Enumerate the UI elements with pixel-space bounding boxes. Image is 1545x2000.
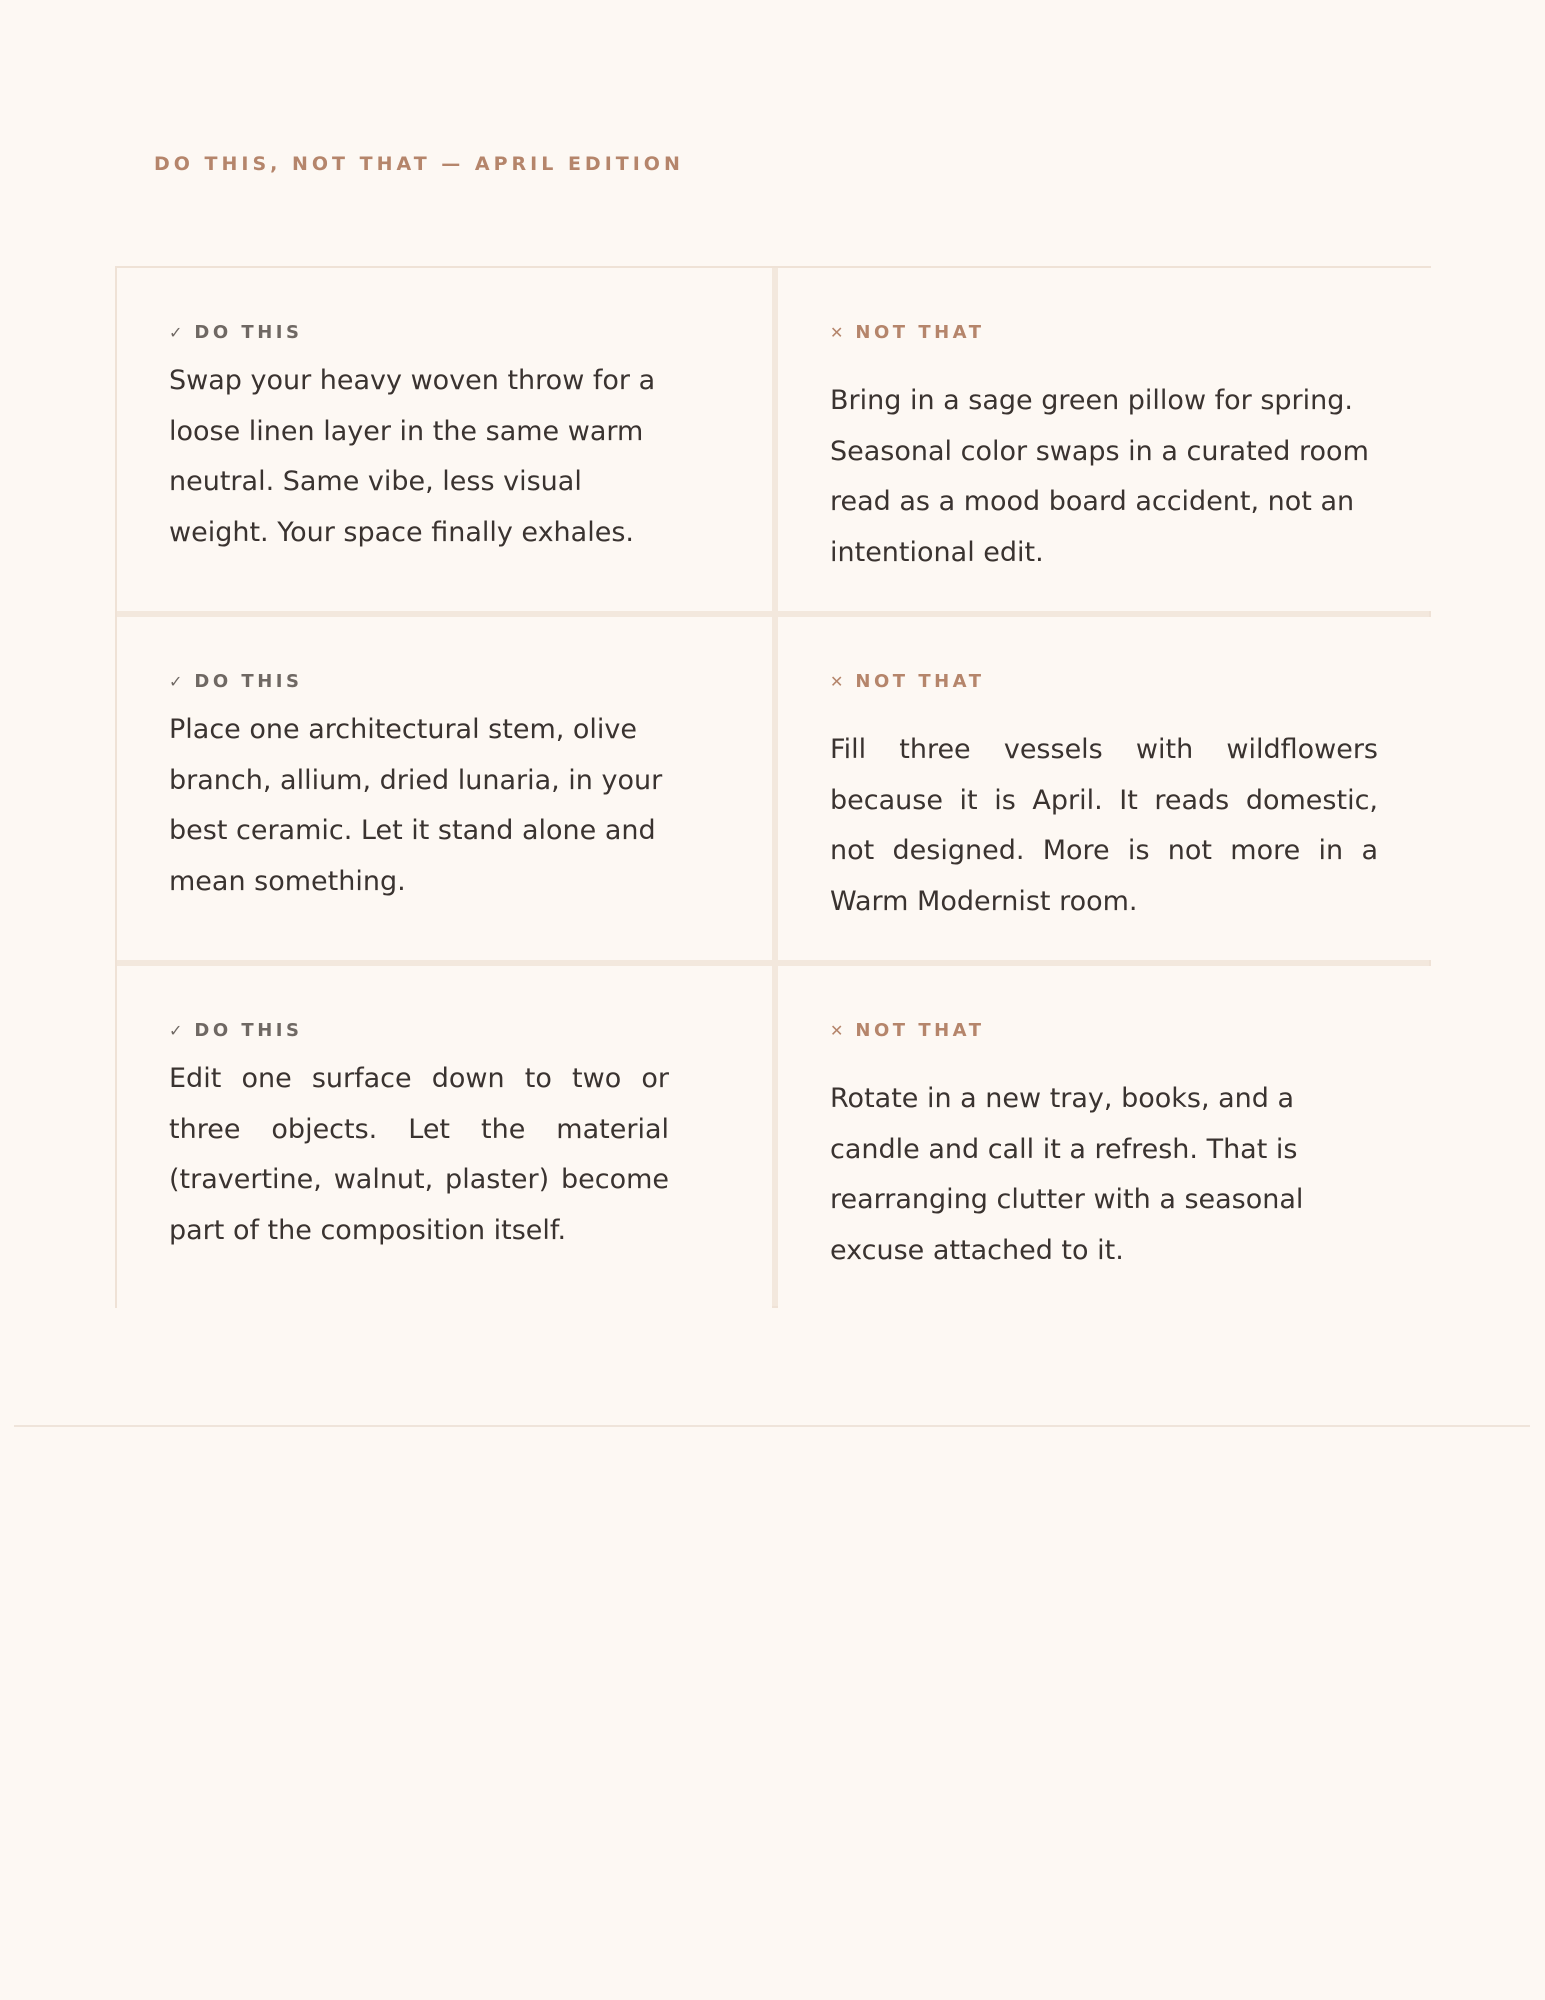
not-card-1 [778,268,1433,611]
not-label [830,669,1381,693]
do-text: Swap your heavy woven throw for a loose linen layer in the same warm neutral. Same vibe, less visual weight. Your space finally exhales. [169,365,656,548]
cross-icon: ✕ [830,1020,844,1040]
do-text: Place one architectural stem, olive branch, allium, dried lunaria, in your best ceramic. Let it stand alone and mean something. [169,714,663,897]
checkmark-icon: ✓ [169,322,183,342]
not-label-text: NOT THAT [855,670,985,692]
do-card-1 [117,268,772,611]
not-text: Bring in a sage green pillow for spring. Seasonal color swaps in a curated room read as a mood board accident, not an intentional edit. [830,385,1369,568]
cross-icon: ✕ [830,671,844,691]
do-label [169,320,720,344]
not-label [830,1018,1381,1042]
do-label-text: DO THIS [194,321,303,343]
checkmark-icon: ✓ [169,671,183,691]
not-label-text: NOT THAT [855,321,985,343]
not-label [830,320,1381,344]
not-text: Rotate in a new tray, books, and a candle and call it a refresh. That is rearranging clutter with a seasonal excuse attached to it. [830,1083,1304,1266]
cross-icon: ✕ [830,322,844,342]
page-kicker: DO THIS, NOT THAT — APRIL EDITION [154,153,684,175]
checkmark-icon: ✓ [169,1020,183,1040]
do-card-2 [117,617,772,960]
do-label [169,669,720,693]
do-not-grid [115,266,1431,1308]
do-text: Edit one surface down to two or three objects. Let the material (travertine, walnut, plaster) become part of the composition itself. [169,1063,669,1246]
do-label-text: DO THIS [194,670,303,692]
not-label-text: NOT THAT [855,1019,985,1041]
do-card-3 [117,966,772,1310]
not-text: Fill three vessels with wildflowers because it is April. It reads domestic, not designed. More is not more in a Warm Modernist room. [830,734,1378,917]
not-card-3 [778,966,1433,1310]
do-label-text: DO THIS [194,1019,303,1041]
section-divider [14,1425,1530,1427]
not-card-2 [778,617,1433,960]
do-label [169,1018,720,1042]
